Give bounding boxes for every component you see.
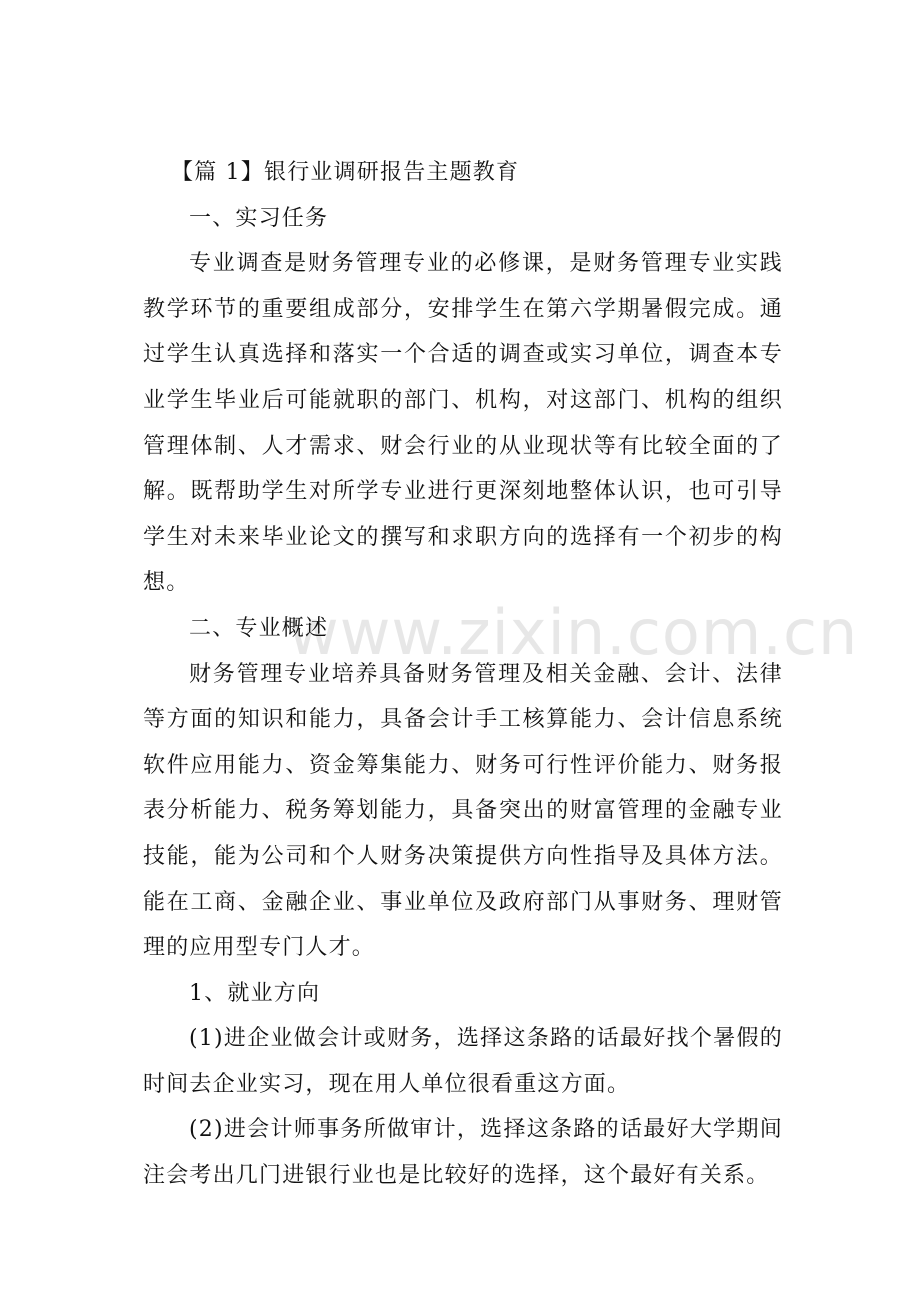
- document-title: 【篇 1】银行业调研报告主题教育: [171, 160, 520, 185]
- list-item: (1)进企业做会计或财务，选择这条路的话最好找个暑假的时间去企业实习，现在用人单位很看重这方面。: [143, 1026, 783, 1097]
- watermark: www.zixin.com.cn: [288, 596, 859, 669]
- subheading-employment-direction: 1、就业方向: [189, 980, 321, 1006]
- section-heading-internship-task: 一、实习任务: [189, 205, 329, 231]
- document-body: [143, 150, 783, 1199]
- section-heading-major-overview: 二、专业概述: [189, 615, 329, 641]
- list-item: (2)进会计师事务所做审计，选择这条路的话最好大学期间注会考出几门进银行业也是比较好的选择，这个最好有关系。: [143, 1117, 783, 1189]
- section-paragraph-major-overview: 财务管理专业培养具备财务管理及相关金融、会计、法律等方面的知识和能力，具备会计手工核算能力、会计信息系统软件应用能力、资金筹集能力、财务可行性评价能力、财务报表分析能力、税务筹划能力，具备突出的财富管理的金融专业技能，能为公司和个人财务决策提供方向性指导及具体方法。能在工商、金融企业、事业单位及政府部门从事财务、理财管理的应用型专门人才。: [143, 661, 783, 961]
- section-paragraph-internship-task: 专业调查是财务管理专业的必修课，是财务管理专业实践教学环节的重要组成部分，安排学生在第六学期暑假完成。通过学生认真选择和落实一个合适的调查或实习单位，调查本专业学生毕业后可能就职的部门、机构，对这部门、机构的组织管理体制、人才需求、财会行业的从业现状等有比较全面的了解。既帮助学生对所学专业进行更深刻地整体认识，也可引导学生对未来毕业论文的撰写和求职方向的选择有一个初步的构想。: [143, 251, 783, 596]
